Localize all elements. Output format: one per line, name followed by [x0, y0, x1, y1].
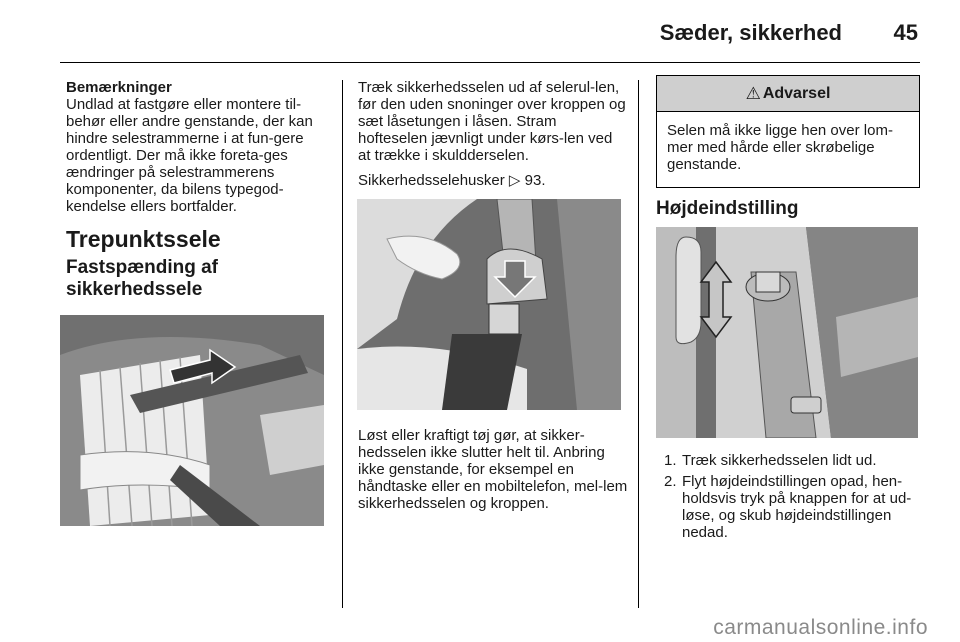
height-adjust-steps — [656, 452, 920, 541]
instruction-text: Træk sikkerhedsselen ud af selerul-len, før den uden snoninger over kroppen og sæt låsetungen i låsen. Stram hofteselen jævnligt under kørs-len ved at trække i skuldderselen. — [358, 79, 626, 164]
warning-box — [656, 75, 920, 188]
page-header-title: Sæder, sikkerhed — [659, 20, 842, 45]
middle-column-bottom — [358, 427, 628, 512]
step-item — [656, 473, 920, 541]
clothing-advice-text: Løst eller kraftigt tøj gør, at sikker-hedsselen ikke slutter helt til. Anbring ikke genstande, for eksempel en håndtaske eller en mobiltelefon, mel-lem sikkerhedsselen og kroppen. — [358, 427, 628, 512]
figure-fasten-seat-belt — [60, 315, 324, 526]
subsection-heading: Fastspænding af sikkerhedssele — [66, 257, 219, 300]
note-heading: Bemærkninger — [66, 79, 172, 96]
warning-header — [657, 76, 919, 112]
reminder-page-ref[interactable]: 93. — [524, 172, 546, 189]
left-column — [66, 79, 328, 301]
warning-title: Advarsel — [762, 84, 831, 102]
height-adjust-heading: Højdeindstilling — [656, 198, 799, 219]
section-heading: Trepunktssele — [66, 226, 221, 252]
page-ref-icon: ▷ — [508, 172, 521, 189]
header-rule — [60, 62, 920, 63]
step-number: 1. — [664, 452, 677, 469]
column-divider-left — [342, 80, 343, 608]
figure-buckle — [357, 199, 621, 410]
column-divider-right — [638, 80, 639, 608]
page-number: 45 — [893, 20, 918, 45]
warning-text: Selen må ikke ligge hen over lom-mer med hårde eller skrøbelige genstande. — [667, 122, 893, 173]
steps-list — [656, 452, 920, 541]
reminder-reference — [358, 172, 628, 189]
reminder-text: Sikkerhedsselehusker — [358, 172, 505, 189]
step-item — [656, 452, 920, 469]
warning-triangle-icon: ⚠ — [745, 83, 761, 103]
step-number: 2. — [664, 473, 677, 490]
step-text: Flyt højdeindstillingen opad, hen-holdsvis tryk på knappen for at ud-løse, og skub højdeindstillingen nedad. — [682, 473, 912, 541]
note-text: Undlad at fastgøre eller montere til-behør eller andre genstande, der kan hindre selestrammerne i at fun-gere ordentligt. Der må ikke foreta-ges ændringer på selestrammerens komponenter, da bilens typegod-kendelse ellers bortfalder. — [66, 96, 313, 215]
middle-column-top — [358, 79, 628, 189]
footer-watermark: carmanualsonline.info — [713, 616, 928, 639]
figure-height-adjuster — [656, 227, 918, 438]
step-text: Træk sikkerhedsselen lidt ud. — [682, 452, 877, 469]
